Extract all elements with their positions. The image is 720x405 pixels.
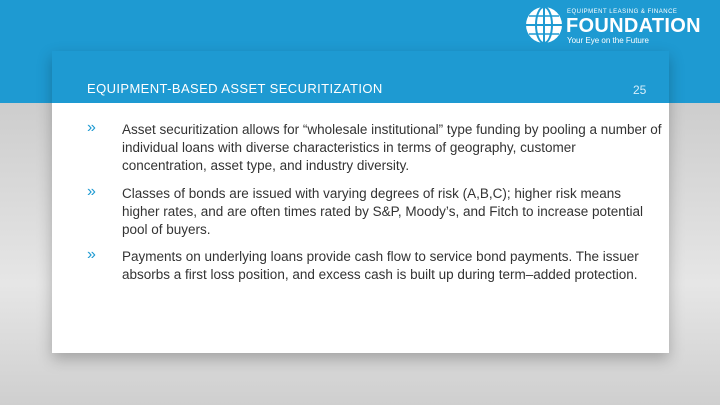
logo-name: FOUNDATION [566, 15, 701, 37]
slide-title: EQUIPMENT-BASED ASSET SECURITIZATION [87, 81, 383, 96]
slide-header [52, 51, 669, 103]
logo-subtitle: EQUIPMENT LEASING & FINANCE [567, 9, 678, 15]
bullet-chevron-icon: » [87, 183, 96, 200]
foundation-logo [525, 6, 715, 46]
page-number: 25 [633, 83, 647, 97]
bullet-text: Payments on underlying loans provide cash flow to service bond payments. The issuer absorbs a first loss position, and excess cash is built up during term–added protection. [122, 249, 639, 282]
logo-tagline: Your Eye on the Future [567, 36, 649, 45]
bullet-chevron-icon: » [87, 119, 96, 136]
bullet-text: Asset securitization allows for “wholesale institutional” type funding by pooling a number of individual loans with diverse characteristics in terms of geography, customer concentration, asset type, and industry diversity. [122, 122, 662, 173]
bullet-chevron-icon: » [87, 246, 96, 263]
globe-icon [525, 6, 563, 44]
bullet-text: Classes of bonds are issued with varying degrees of risk (A,B,C); higher risk means higher rates, and are often times rated by S&P, Moody’s, and Fitch to increase potential pool of buyers. [122, 186, 644, 237]
slide-card [52, 51, 669, 353]
